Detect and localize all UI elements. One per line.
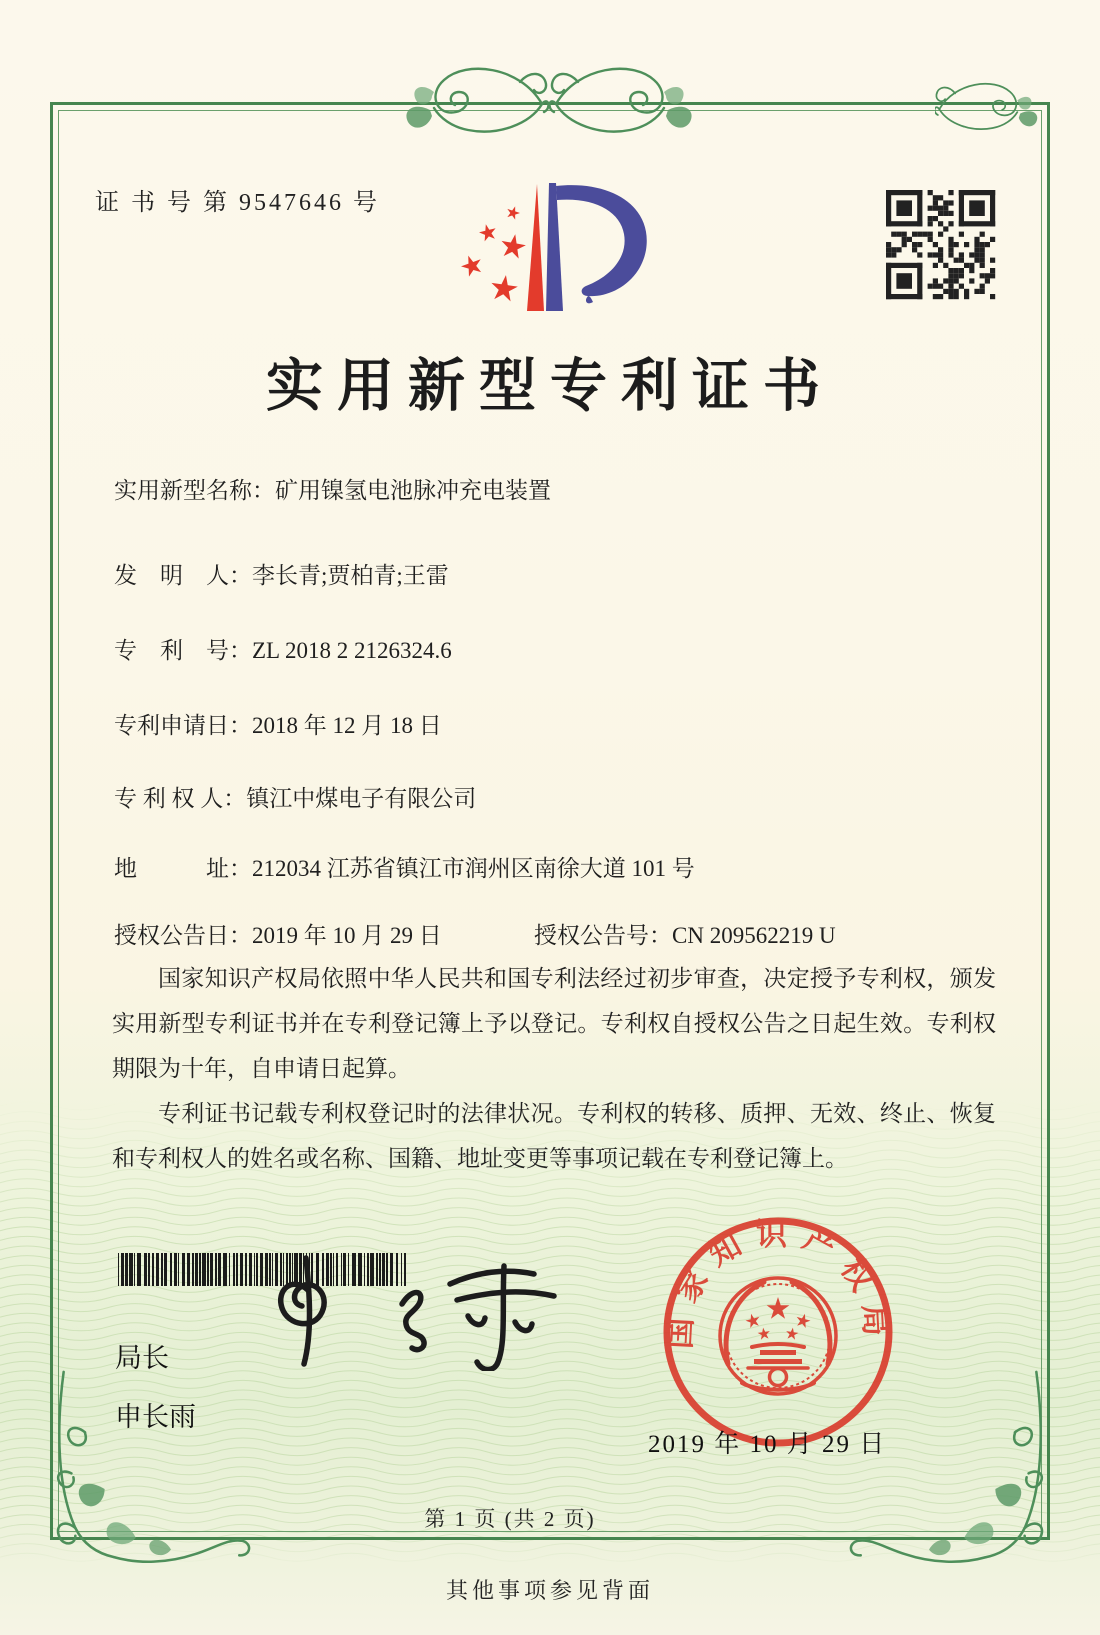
director-signature-icon: [262, 1246, 562, 1371]
field-label: 专利申请日：: [114, 713, 252, 738]
signer-name: 申长雨: [115, 1402, 196, 1432]
legal-paragraph: 国家知识产权局依照中华人民共和国专利法经过初步审查，决定授予专利权，颁发实用新型专利证书并在专利登记簿上予以登记。专利权自授权公告之日起生效。专利权期限为十年，自申请日起算。: [112, 966, 996, 1081]
legal-text-block: [112, 956, 996, 1181]
signer-title: 局长: [115, 1343, 169, 1373]
grant-number-value: CN 209562219 U: [672, 923, 836, 948]
certificate-title: 实用新型专利证书: [266, 355, 834, 418]
top-right-border-ornament: [935, 58, 1065, 146]
field-patent-number: [114, 632, 452, 665]
grant-date-group: [114, 917, 534, 950]
seal-ring-text: 国家知识产权局: [662, 1216, 894, 1350]
field-value: ZL 2018 2 2126324.6: [252, 638, 452, 663]
field-inventors: [114, 557, 449, 590]
page-number: 第 1 页 (共 2 页): [424, 1507, 596, 1531]
field-grant-announcement: [114, 917, 836, 950]
field-utility-model-name: [114, 472, 551, 505]
qr-code-icon: [886, 190, 996, 300]
top-border-dragon-ornament: [368, 48, 732, 140]
field-filing-date: [114, 707, 442, 740]
grant-number-label: 授权公告号：: [534, 923, 672, 948]
field-value: 212034 江苏省镇江市润州区南徐大道 101 号: [252, 856, 695, 881]
back-side-note: 其他事项参见背面: [445, 1578, 654, 1603]
field-label: 专 利 号：: [114, 638, 252, 663]
grant-date-value: 2019 年 10 月 29 日: [252, 923, 442, 948]
certificate-number: 证 书 号 第 9547646 号: [95, 190, 380, 216]
field-value: 2018 年 12 月 18 日: [252, 713, 442, 738]
field-address: [114, 850, 695, 883]
svg-text:国家知识产权局: [662, 1217, 894, 1350]
field-value: 镇江中煤电子有限公司: [246, 786, 477, 811]
field-label: 专 利 权 人：: [114, 786, 247, 811]
cnipa-logo-icon: [443, 168, 657, 326]
field-patentee: [114, 780, 476, 813]
signer-block: [115, 1336, 196, 1434]
field-label: 实用新型名称：: [114, 478, 275, 503]
official-seal-icon: [658, 1212, 898, 1452]
field-label: 地 址：: [114, 856, 252, 881]
grant-date-label: 授权公告日：: [114, 923, 252, 948]
field-label: 发 明 人：: [114, 563, 252, 588]
national-emblem: [720, 1278, 836, 1394]
field-value: 李长青;贾柏青;王雷: [252, 563, 449, 588]
field-value: 矿用镍氢电池脉冲充电装置: [275, 478, 551, 503]
seal-date: 2019 年 10 月 29 日: [648, 1431, 887, 1458]
legal-paragraph: 专利证书记载专利权登记时的法律状况。专利权的转移、质押、无效、终止、恢复和专利权人的姓名或名称、国籍、地址变更等事项记载在专利登记簿上。: [112, 1101, 996, 1171]
